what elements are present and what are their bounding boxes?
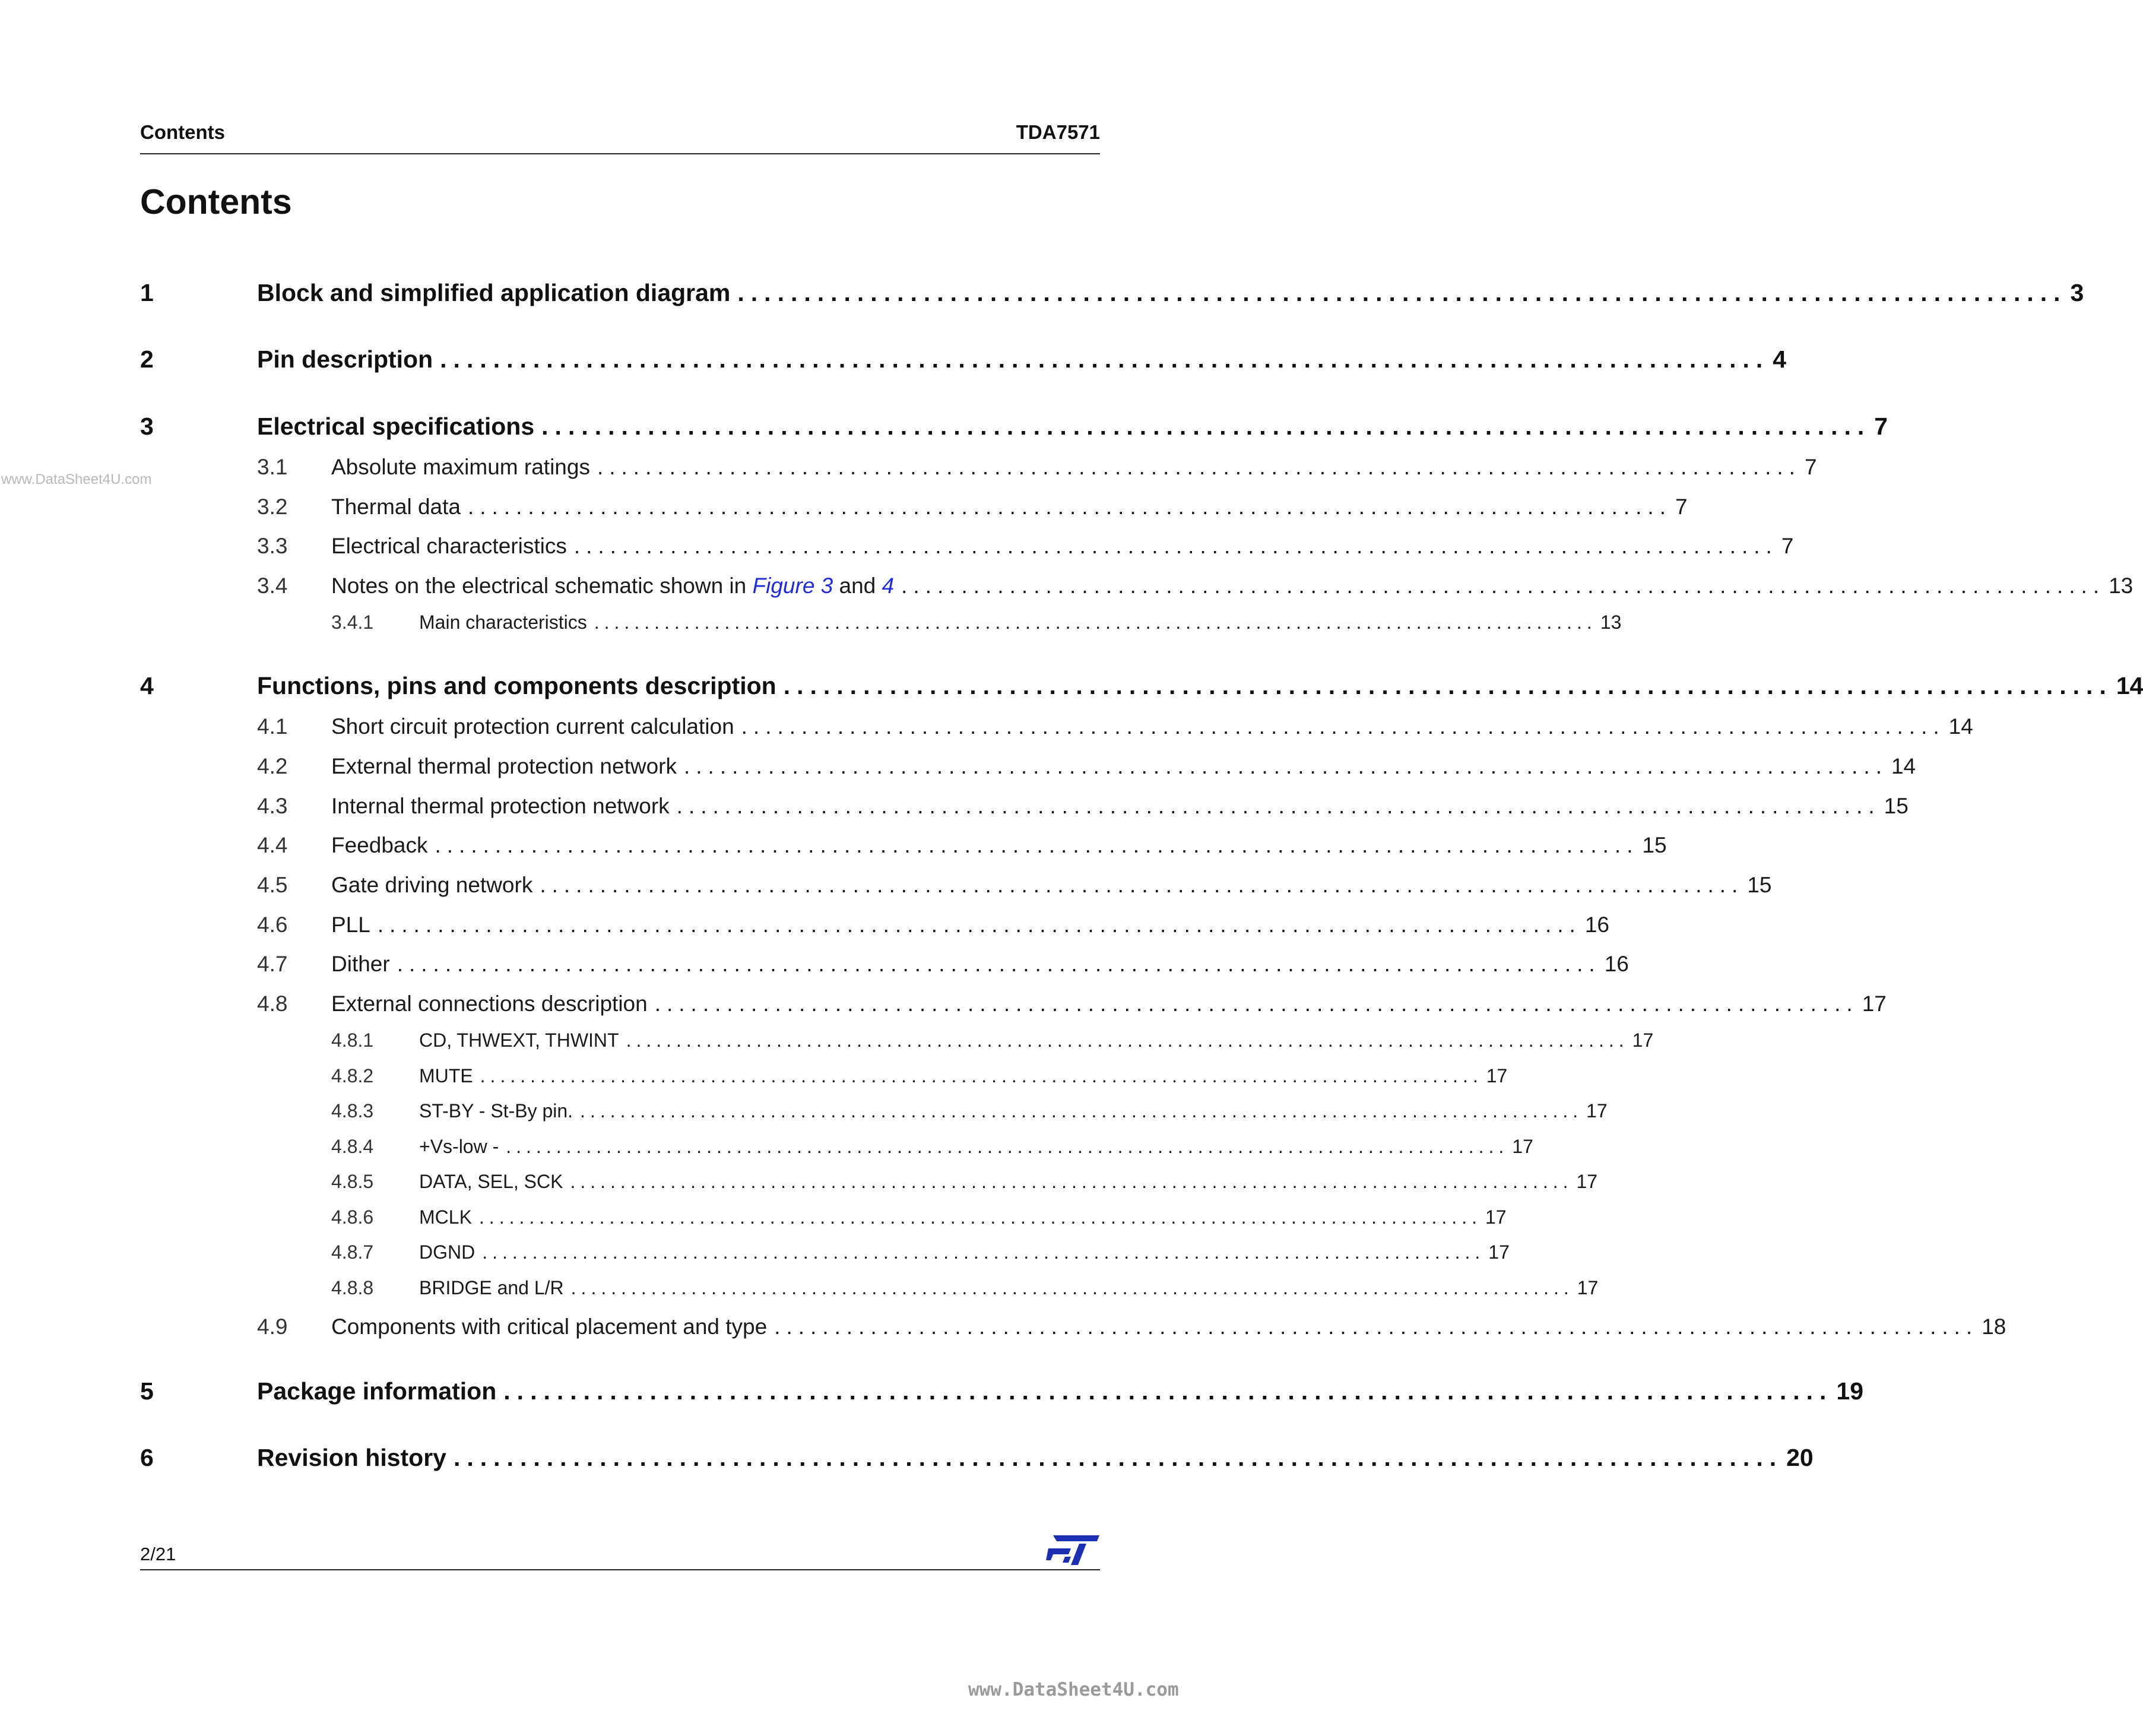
watermark-left: www.DataSheet4U.com [1,471,152,487]
toc-number: 4.1 [257,714,288,739]
toc-title: Internal thermal protection network [331,794,670,818]
footer-page-number: 2/21 [140,1544,176,1564]
toc-title: Short circuit protection current calculation [331,714,734,739]
toc-title: DGND [419,1241,475,1263]
toc-page: 19 [1836,1377,1864,1405]
header-rule [140,153,1100,154]
toc-leader: .................................................................................................... [573,534,1778,558]
toc-title: Main characteristics [419,612,587,633]
toc-entry-4-4[interactable] [0,833,1667,863]
toc-entry-3-4-1[interactable] [0,612,1622,641]
toc-leader: .................................................................................................... [684,754,1888,778]
toc-entry-2[interactable] [0,346,1787,375]
toc-leader: .................................................................................................... [597,455,1801,479]
toc-title: MCLK [419,1206,472,1228]
toc-page: 3 [2070,279,2084,306]
toc-number: 4.8.8 [331,1277,374,1298]
toc-leader: .................................................................................................... [377,913,1581,937]
toc-title: Feedback [331,833,428,857]
st-logo-icon [1045,1533,1099,1565]
toc-page: 15 [1642,833,1667,857]
toc-leader: .................................................................................................... [397,952,1601,976]
toc-page: 15 [1747,873,1772,897]
toc-leader: .................................................................................................... [901,574,2106,598]
toc-title: MUTE [419,1065,473,1086]
toc-leader: .................................................................................................... [570,1277,1574,1298]
toc-page: 17 [1512,1136,1533,1157]
toc-page: 17 [1485,1206,1507,1228]
toc-entry-3-2[interactable] [0,495,1688,524]
toc-title: CD, THWEXT, THWINT [419,1029,619,1051]
toc-entry-4-8-6[interactable] [0,1206,1507,1236]
toc-title: Dither [331,952,390,976]
toc-leader: .................................................................................................... [783,672,2113,699]
toc-number: 4.4 [257,833,288,857]
toc-title: Block and simplified application diagram [257,279,731,306]
toc-entry-3-1[interactable] [0,455,1817,484]
toc-entry-1[interactable] [0,279,2084,309]
toc-leader: .................................................................................................... [503,1377,1833,1405]
toc-page: 14 [2116,672,2143,699]
toc-title: Functions, pins and components description [257,672,776,699]
toc-leader: .................................................................................................... [626,1029,1629,1051]
toc-leader: .................................................................................................... [580,1100,1583,1122]
toc-number: 3.2 [257,495,288,519]
toc-page: 17 [1632,1029,1654,1051]
toc-page: 16 [1584,913,1609,937]
toc-number: 4.8.7 [331,1241,374,1263]
toc-number: 4.8 [257,991,288,1016]
toc-page: 17 [1862,991,1887,1016]
toc-entry-6[interactable] [0,1444,1814,1474]
toc-leader: .................................................................................................... [482,1241,1485,1263]
toc-entry-4-8-2[interactable] [0,1065,1508,1095]
toc-page: 14 [1891,754,1916,778]
toc-leader: .................................................................................................... [506,1136,1509,1157]
toc-entry-4-3[interactable] [0,794,1909,823]
header-section-label: Contents [140,121,225,143]
toc-title: External connections description [331,991,648,1016]
toc-page: 20 [1786,1444,1814,1471]
toc-entry-4-2[interactable] [0,754,1916,784]
toc-number: 4.8.6 [331,1206,374,1228]
toc-title: PLL [331,913,370,937]
figure-4-link[interactable]: 4 [882,574,895,598]
toc-number: 4.8.3 [331,1100,374,1122]
toc-page: 14 [1948,714,1973,739]
toc-number: 4.5 [257,873,288,897]
toc-page: 16 [1604,952,1629,976]
toc-leader: .................................................................................................... [468,495,1672,519]
toc-title: Revision history [257,1444,446,1471]
toc-page: 18 [1982,1314,2006,1339]
toc-page: 7 [1675,495,1688,519]
toc-leader: .................................................................................................... [540,873,1744,897]
toc-entry-4[interactable] [0,672,2143,702]
toc-page: 13 [1600,612,1622,633]
figure-3-link[interactable]: Figure 3 [752,574,833,598]
toc-number: 3.3 [257,534,288,558]
toc-number: 4.3 [257,794,288,818]
toc-entry-4-6[interactable] [0,913,1609,942]
toc-entry-4-5[interactable] [0,873,1772,902]
toc-title-text: Notes on the electrical schematic shown in [331,574,747,598]
toc-number: 3.4.1 [331,612,374,633]
toc-number: 1 [140,279,154,306]
toc-entry-4-8-5[interactable] [0,1171,1598,1200]
toc-title: External thermal protection network [331,754,677,778]
toc-page: 4 [1773,346,1787,373]
toc-entry-4-8-1[interactable] [0,1029,1654,1059]
toc-number: 4.8.4 [331,1136,374,1157]
toc-leader: .................................................................................................... [654,991,1859,1016]
toc-entry-4-7[interactable] [0,952,1629,981]
toc-leader: .................................................................................................... [440,346,1770,373]
toc-number: 4.8.1 [331,1029,374,1051]
toc-title-and: and [839,574,876,598]
toc-page: 7 [1781,534,1794,558]
toc-leader: .................................................................................................... [676,794,1881,818]
footer-rule [140,1569,1100,1570]
toc-leader: .................................................................................................... [541,413,1871,440]
watermark-bottom: www.DataSheet4U.com [968,1679,1179,1700]
toc-number: 4.2 [257,754,288,778]
toc-leader: .................................................................................................... [453,1444,1783,1471]
toc-page: 17 [1488,1241,1510,1263]
header-part-number: TDA7571 [1016,121,1100,143]
page-title: Contents [140,182,292,221]
toc-title: DATA, SEL, SCK [419,1171,563,1192]
toc-leader: .................................................................................................... [478,1206,1482,1228]
toc-title: ST-BY - St-By pin. [419,1100,573,1122]
toc-entry-4-8[interactable] [0,991,1887,1021]
toc-entry-4-8-3[interactable] [0,1100,1608,1130]
toc-title: Thermal data [331,495,461,519]
toc-title: Absolute maximum ratings [331,455,590,479]
toc-number: 3.4 [257,574,288,598]
toc-number: 6 [140,1444,154,1471]
toc-page: 13 [2109,574,2134,598]
toc-leader: .................................................................................................... [594,612,1597,633]
toc-number: 2 [140,346,154,373]
toc-leader: .................................................................................................... [570,1171,1573,1192]
toc-title: Electrical specifications [257,413,535,440]
toc-number: 4.9 [257,1314,288,1339]
toc-entry-3-3[interactable] [0,534,1794,563]
toc-number: 3.1 [257,455,288,479]
toc-number: 4.6 [257,913,288,937]
toc-entry-4-8-7[interactable] [0,1241,1510,1271]
toc-number: 4.8.5 [331,1171,374,1192]
toc-page: 17 [1586,1100,1608,1122]
toc-leader: .................................................................................................... [480,1065,1483,1086]
toc-page: 7 [1874,413,1888,440]
toc-entry-4-8-4[interactable] [0,1136,1533,1165]
toc-title: Gate driving network [331,873,533,897]
toc-entry-3[interactable] [0,413,1888,442]
toc-title: Package information [257,1377,497,1405]
toc-number: 5 [140,1377,154,1405]
toc-leader: .................................................................................................... [741,714,1945,739]
toc-page: 15 [1884,794,1909,818]
toc-title: Components with critical placement and type [331,1314,768,1339]
toc-title: +Vs-low - [419,1136,499,1157]
toc-title: BRIDGE and L/R [419,1277,564,1298]
toc-number: 4.7 [257,952,288,976]
toc-number: 4.8.2 [331,1065,374,1086]
toc-number: 4 [140,672,154,699]
toc-entry-4-8-8[interactable] [0,1277,1599,1307]
toc-entry-4-1[interactable] [0,714,1973,744]
toc-page: 17 [1576,1171,1598,1192]
toc-page: 7 [1804,455,1817,479]
toc-title [331,574,894,598]
toc-leader: .................................................................................................... [737,279,2067,306]
toc-leader: .................................................................................................... [435,833,1639,857]
toc-title: Electrical characteristics [331,534,567,558]
toc-number: 3 [140,413,154,440]
toc-title: Pin description [257,346,433,373]
toc-entry-3-4[interactable] [0,574,2134,603]
toc-entry-4-9[interactable] [0,1314,2006,1344]
toc-leader: .................................................................................................... [774,1314,1979,1339]
toc-page: 17 [1486,1065,1508,1086]
toc-entry-5[interactable] [0,1377,1864,1407]
toc-page: 17 [1577,1277,1599,1298]
